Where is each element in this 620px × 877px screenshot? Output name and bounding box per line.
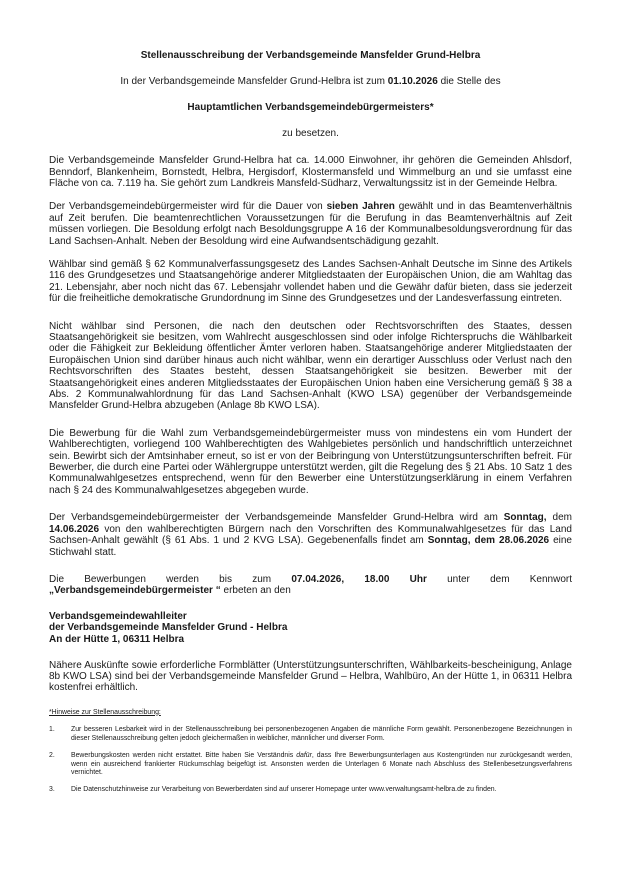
footnote-number: 3. xyxy=(49,785,55,793)
paragraph-ineligibility: Nicht wählbar sind Personen, die nach den deutschen oder Rechtsvorschriften des Staates, dessen Staatsangehörigkeit sie besitzen, vom Wahlrecht ausgeschlossen sind oder infolge Richterspruchs die Wählbarkeit oder die Fähigkeit zur Bekleidung öffentlicher Ämter verloren haben. Staatsangehörige anderer Mitgliedstaaten der Europäischen Union sind darüber hinaus auch nicht wählbar, wenn ein derartiger Ausschluss oder Verlust nach den Rechtsvorschriften des Staates besteht, dessen Staatsangehörigkeit sie besitzen. Bewerber mit der Staatsangehörigkeit eines anderen Mitgliedsstaates der Europäischen Union haben eine Versicherung gemäß § 38 a Abs. 2 Kommunalwahlordnung für das Land Sachsen-Anhalt (KWO LSA) gegenüber der Verbandsgemeinde Mansfelder Grund-Helbra abzugeben (Anlage 8b KWO LSA). xyxy=(49,320,572,412)
footnote-item-2 xyxy=(49,752,572,778)
footnote-item-1 xyxy=(49,726,572,743)
paragraph-eligibility: Wählbar sind gemäß § 62 Kommunalverfassungsgesetz des Landes Sachsen-Anhalt Deutsche im Sinne des Artikels 116 des Grundgesetzes und Staatsangehörige anderer Mitgliedstaaten der Europäischen Union, die am Wahltag das 21. Lebensjahr, aber noch nicht das 67. Lebensjahr vollendet haben und die Gewähr dafür bieten, dass sie jederzeit für die freiheitliche demokratische Grundordnung im Sinne des Grundgesetzes und der Landesverfassung eintreten. xyxy=(49,258,572,305)
footnotes-heading: *Hinweise zur Stellenausschreibung: xyxy=(49,708,161,716)
closing-line: zu besetzen. xyxy=(282,127,339,139)
footnotes-section xyxy=(49,709,572,795)
paragraph-application-requirements: Die Bewerbung für die Wahl zum Verbandsgemeindebürgermeister muss von mindestens ein vom Hundert der Wahlberechtigten, vorliegend 100 Wahlberechtigten des Wahlgebietes persönlich und handschriftlich unterzeichnet sein. Bewirbt sich der Amtsinhaber erneut, so ist er von der Beibringung von Unterstützungsunterschriften befreit. Für Bewerber, die durch eine Partei oder Wählergruppe unterstützt werden, gilt die Regelung des § 21 Abs. 10 Satz 1 des Kommunalwahlgesetzes entsprechend, wenn für den Bewerber eine Unterstützungserklärung in einem Verfahren nach § 24 des Kommunalwahlgesetzes abgegeben wurde. xyxy=(49,427,572,496)
deadline-line-1: Die Bewerbungen werden bis zum 07.04.2026, 18.00 Uhr unter dem Kennwort xyxy=(49,573,573,585)
intro-line: In der Verbandsgemeinde Mansfelder Grund-Helbra ist zum 01.10.2026 die Stelle des xyxy=(120,75,501,87)
position-title: Hauptamtlichen Verbandsgemeindebürgermeisters* xyxy=(187,101,434,113)
deadline-line-2: „Verbandsgemeindebürgermeister “ erbeten an den xyxy=(49,585,291,597)
paragraph-application-deadline xyxy=(49,574,572,597)
footnote-number: 1. xyxy=(49,726,55,734)
paragraph-election-date: Der Verbandsgemeindebürgermeister der Verbandsgemeinde Mansfelder Grund-Helbra wird am Sonntag, dem 14.06.2026 von den wahlberechtigten Bürgern nach den Vorschriften des Kommunalwahlgesetzes für das Land Sachsen-Anhalt gewählt (§ 61 Abs. 1 und 2 KVG LSA). Gegebenenfalls findet am Sonntag, dem 28.06.2026 eine Stichwahl statt. xyxy=(49,512,572,558)
address-line-street: An der Hütte 1, 06311 Helbra xyxy=(49,633,185,645)
footnote-text: Bewerbungskosten werden nicht erstattet. Bitte haben Sie Verständnis dafür, dass Ihre Bewerbungsunterlagen aus Kostengründen nur zurückgesandt werden, wenn ein ausreichend frankierter Rückumschlag beigefügt ist. Ansonsten werden die Unterlagen 6 Monate nach Abschluss des Stellenbesetzungsverfahrens vernichtet. xyxy=(71,751,572,777)
footnote-text: Die Datenschutzhinweise zur Verarbeitung von Bewerberdaten sind auf unserer Homepage unter www.verwaltungsamt-helbra.de zu finden. xyxy=(71,785,497,793)
footnote-item-3 xyxy=(49,786,572,795)
footnote-number: 2. xyxy=(49,751,55,759)
address-line-municipality: der Verbandsgemeinde Mansfelder Grund - Helbra xyxy=(49,622,288,634)
address-block xyxy=(49,611,572,646)
paragraph-information: Nähere Auskünfte sowie erforderliche Formblätter (Unterstützungsunterschriften, Wählbarkeits-bescheinigung, Anlage 8b KWO LSA) sind bei der Verbandsgemeinde Mansfelder Grund – Helbra, Wahlbüro, An der Hütte 1, in 06311 Helbra kostenfrei erhältlich. xyxy=(49,659,572,694)
document-title: Stellenausschreibung der Verbandsgemeinde Mansfelder Grund-Helbra xyxy=(140,50,481,61)
paragraph-term-and-pay: Der Verbandsgemeindebürgermeister wird für die Dauer von sieben Jahren gewählt und in das Beamtenverhältnis auf Zeit berufen. Die beamtenrechtlichen Voraussetzungen für die Berufung in das Beamtenverhältnis auf Zeit müssen vorliegen. Die Besoldung erfolgt nach Besoldungsgruppe A 16 der Kommunalbesoldungsverordnung für das Land Sachsen-Anhalt. Neben der Besoldung wird eine Aufwandsentschädigung gezahlt. xyxy=(49,201,572,247)
address-line-recipient: Verbandsgemeindewahlleiter xyxy=(49,610,187,622)
footnote-text: Zur besseren Lesbarkeit wird in der Stellenausschreibung bei personenbezogenen Angaben die männliche Form gewählt. Personenbezogene Bezeichnungen in dieser Stellenausschreibung gelten jedoch gleichermaßen in weiblicher, männlicher und diverser Form. xyxy=(71,726,572,743)
paragraph-municipality-description: Die Verbandsgemeinde Mansfelder Grund-Helbra hat ca. 14.000 Einwohner, ihr gehören die Gemeinden Ahlsdorf, Benndorf, Blankenheim, Bornstedt, Helbra, Hergisdorf, Klostermansfeld und Wimmelburg an und sie umfasst eine Fläche von ca. 7.119 ha. Sie gehört zum Landkreis Mansfeld-Südharz, Verwaltungssitz ist in der Gemeinde Helbra. xyxy=(49,155,572,189)
